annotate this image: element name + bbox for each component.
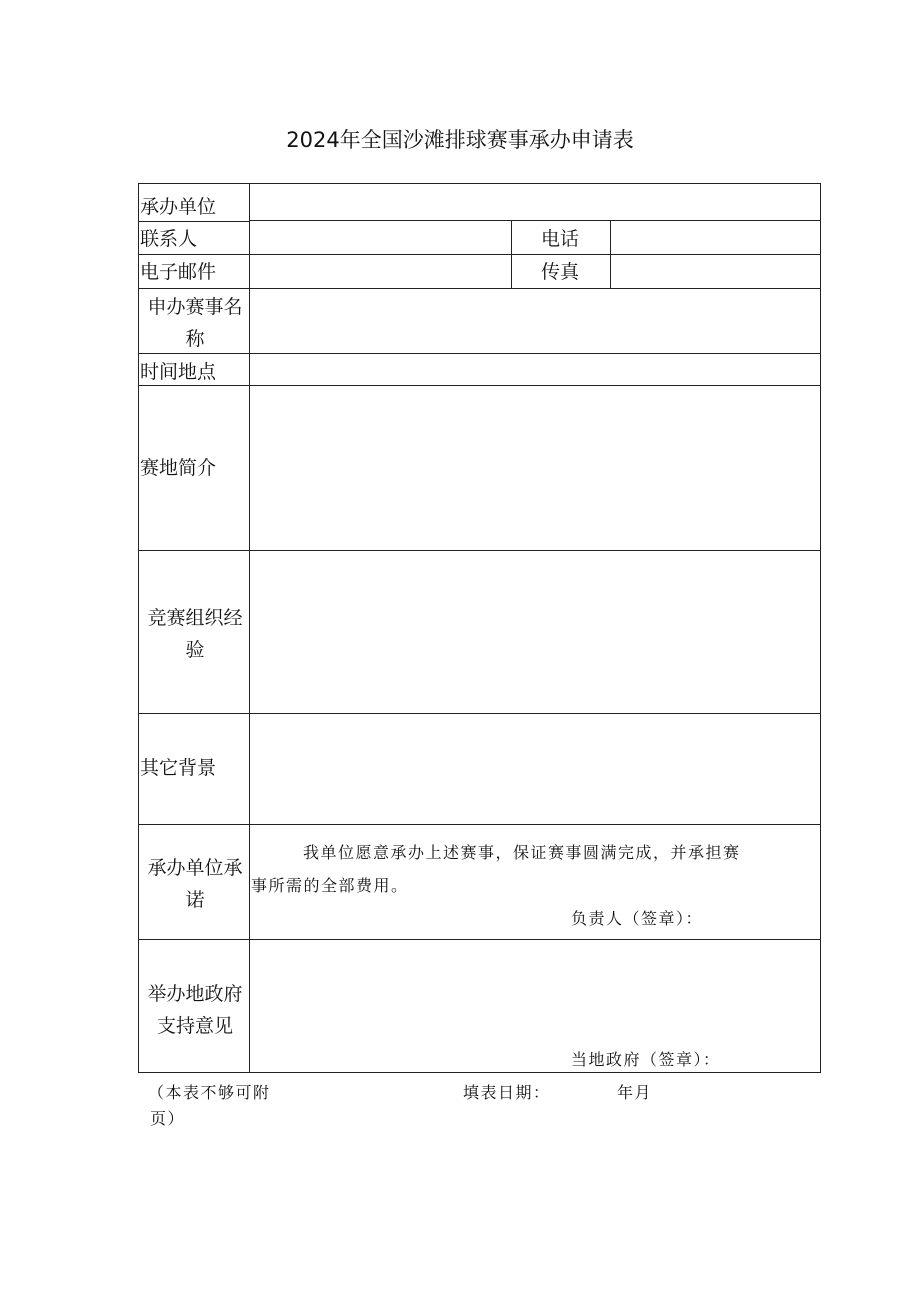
row-divider xyxy=(138,550,821,551)
column-divider xyxy=(610,220,611,289)
contact-label: 联系人 xyxy=(140,228,198,250)
event-name-label-line-1: 申办赛事名 xyxy=(147,296,243,318)
table-border-right xyxy=(820,183,821,1073)
experience-label-line-2: 验 xyxy=(185,639,205,661)
fax-label: 传真 xyxy=(541,261,580,283)
government-support-label xyxy=(140,978,250,1042)
table-border-left xyxy=(138,183,139,1073)
experience-label-line-1: 竞赛组织经 xyxy=(147,607,243,629)
row-divider xyxy=(138,254,821,255)
row-divider xyxy=(138,288,821,289)
commitment-label xyxy=(140,852,250,916)
phone-field[interactable] xyxy=(613,223,818,253)
time-place-field[interactable] xyxy=(252,356,818,384)
row-divider xyxy=(138,385,821,386)
page-title: 2024年全国沙滩排球赛事承办申请表 xyxy=(286,128,634,152)
event-name-label-line-2: 称 xyxy=(185,328,205,350)
phone-label: 电话 xyxy=(541,228,580,250)
contact-field[interactable] xyxy=(252,223,508,253)
commitment-label-line-1: 承办单位承 xyxy=(147,857,243,879)
row-divider xyxy=(138,939,821,940)
commitment-signature: 负责人（签章）： xyxy=(571,909,704,928)
host-unit-field[interactable] xyxy=(252,186,818,218)
government-signature: 当地政府（签章）： xyxy=(571,1050,721,1069)
venue-field[interactable] xyxy=(252,388,818,548)
host-unit-label: 承办单位 xyxy=(140,196,217,218)
fax-field[interactable] xyxy=(613,257,818,287)
row-divider xyxy=(138,824,821,825)
background-label: 其它背景 xyxy=(140,757,217,779)
footer-note-line-1: （本表不够可附 xyxy=(148,1083,271,1102)
experience-field[interactable] xyxy=(252,553,818,711)
experience-label xyxy=(140,602,250,666)
commitment-label-line-2: 诺 xyxy=(185,889,205,911)
government-support-field[interactable] xyxy=(252,942,818,1042)
fill-date-year-month: 年月 xyxy=(617,1083,653,1102)
table-border-top xyxy=(138,183,821,184)
government-support-label-line-2: 支持意见 xyxy=(156,1015,233,1037)
venue-label: 赛地简介 xyxy=(140,457,217,479)
commitment-text-line-2: 事所需的全部费用。 xyxy=(251,876,409,895)
column-divider xyxy=(511,220,512,289)
government-support-label-line-1: 举办地政府 xyxy=(147,983,243,1005)
fill-date-label: 填表日期： xyxy=(463,1083,551,1102)
row-divider xyxy=(138,713,821,714)
email-field[interactable] xyxy=(252,257,508,287)
email-label: 电子邮件 xyxy=(140,261,217,283)
commitment-text-line-1: 我单位愿意承办上述赛事，保证赛事圆满完成，并承担赛 xyxy=(303,843,741,862)
footer-note-line-2: 页） xyxy=(150,1109,186,1128)
row-divider xyxy=(249,220,821,221)
event-name-field[interactable] xyxy=(252,291,818,351)
event-name-label xyxy=(140,291,250,355)
background-field[interactable] xyxy=(252,716,818,822)
time-place-label: 时间地点 xyxy=(140,361,217,383)
